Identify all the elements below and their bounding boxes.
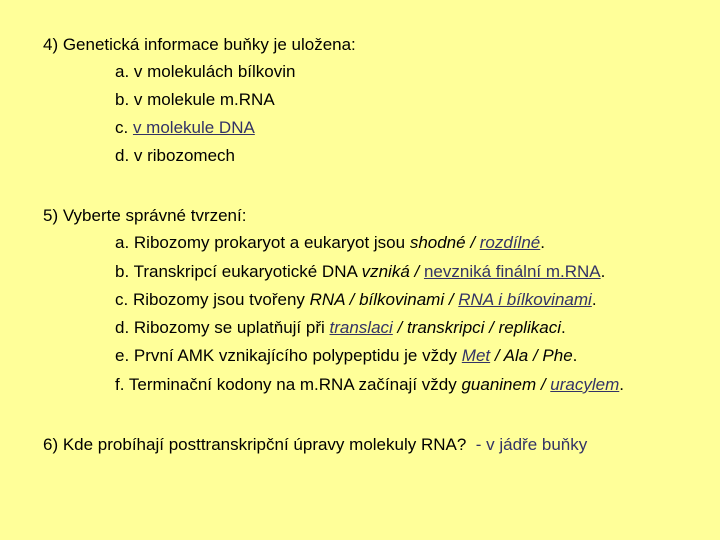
q4-option-c-prefix: c. [115, 118, 133, 137]
q5e-other-options: / Ala / Phe [490, 346, 573, 365]
q5c-suffix: . [591, 290, 597, 309]
q5e-correct-answer: Met [461, 346, 491, 365]
q5c-separator: / [444, 290, 459, 309]
q5-statement-b [115, 262, 605, 282]
q5d-prefix: d. Ribozomy se uplatňují při [115, 318, 330, 337]
q5-statement-f [115, 375, 624, 395]
q5a-separator: / [465, 233, 480, 252]
q5f-prefix: f. Terminační kodony na m.RNA začínají vždy [115, 375, 462, 394]
q5-statement-c [115, 290, 597, 310]
q4-option-a: a. v molekulách bílkovin [115, 62, 296, 81]
q5d-correct-answer: translaci [329, 318, 393, 337]
q5b-suffix: . [600, 262, 606, 281]
question-4: 4) Genetická informace buňky je uložena: [43, 35, 356, 54]
q5d-other-options: / transkripci / replikaci [392, 318, 561, 337]
q5c-option-1: RNA / bílkovinami [309, 290, 445, 309]
q6-answer: - v jádře buňky [475, 435, 588, 454]
q5c-correct-answer: RNA i bílkovinami [458, 290, 592, 309]
q5b-separator: / [409, 262, 424, 281]
q5a-option-1: shodné [409, 233, 466, 252]
question-6 [43, 435, 587, 455]
q5f-option-1: guaninem [461, 375, 537, 394]
q5-statement-d [115, 318, 566, 338]
q5-statement-a [115, 233, 545, 253]
q5e-suffix: . [572, 346, 578, 365]
q5a-prefix: a. Ribozomy prokaryot a eukaryot jsou [115, 233, 410, 252]
q5-statement-e [115, 346, 577, 366]
q5b-option-1: vzniká [361, 262, 410, 281]
q5f-separator: / [536, 375, 551, 394]
q4-option-d: d. v ribozomech [115, 146, 235, 165]
q4-option-c [115, 118, 255, 138]
q5f-suffix: . [619, 375, 624, 394]
q4-option-b: b. v molekule m.RNA [115, 90, 275, 109]
q4-correct-answer: v molekule DNA [132, 118, 255, 137]
q5b-correct-answer: nevzniká finální m.RNA [423, 262, 601, 281]
q5c-prefix: c. Ribozomy jsou tvořeny [115, 290, 310, 309]
q5e-prefix: e. První AMK vznikajícího polypeptidu je vždy [115, 346, 462, 365]
question-5: 5) Vyberte správné tvrzení: [43, 206, 247, 225]
q5f-correct-answer: uracylem [550, 375, 620, 394]
q5a-correct-answer: rozdílné [479, 233, 541, 252]
q5b-prefix: b. Transkripcí eukaryotické DNA [115, 262, 362, 281]
q6-question-text: 6) Kde probíhají posttranskripční úpravy molekuly RNA? [43, 435, 467, 454]
q5d-suffix: . [560, 318, 566, 337]
q5a-suffix: . [540, 233, 545, 252]
